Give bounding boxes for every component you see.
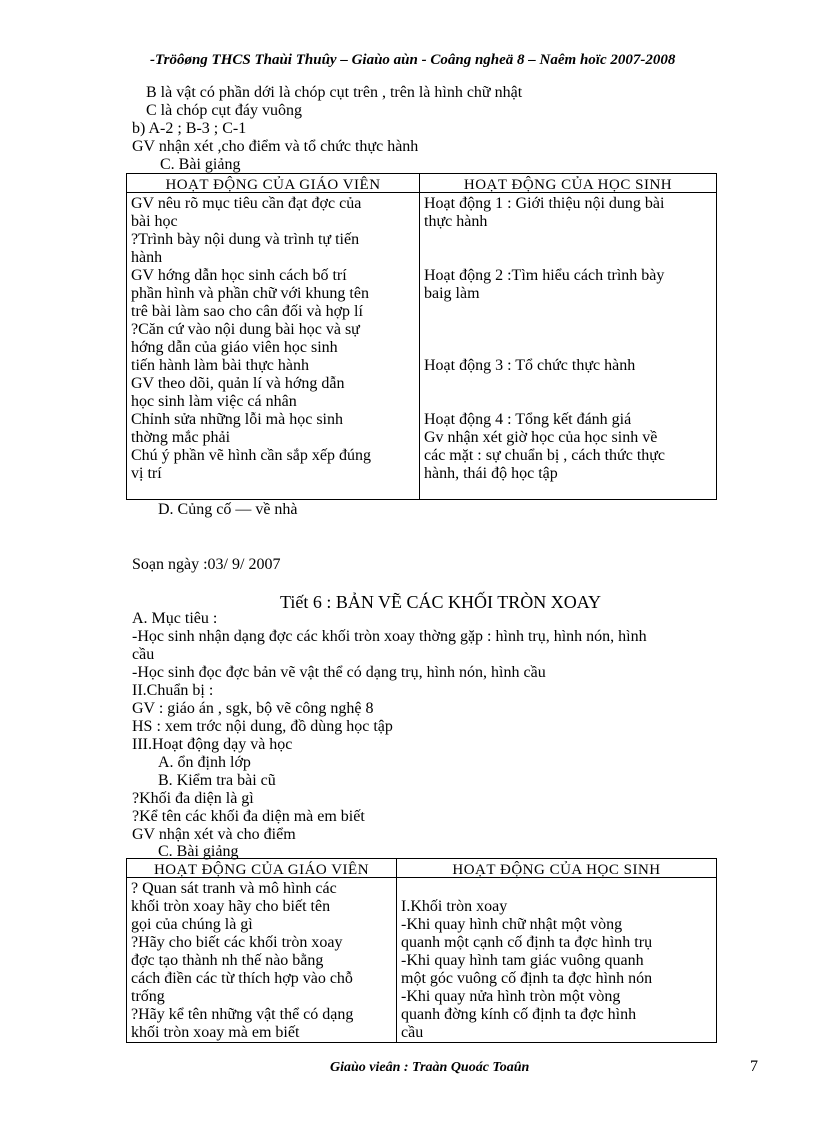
activity-table-2 xyxy=(126,858,717,1043)
teacher-column-header: HOẠT ĐỘNG CỦA GIÁO VIÊN xyxy=(127,859,397,878)
table-line: ?Hãy cho biết các khối tròn xoay xyxy=(131,934,343,951)
table-line: đợc tạo thành nh thế nào bằng xyxy=(131,952,324,969)
table-line: cách điền các từ thích hợp vào chỗ xyxy=(131,970,353,987)
table-line: Hoạt động 1 : Giới thiệu nội dung bài xyxy=(424,195,665,212)
table-line: GV hớng dẫn học sinh cách bố trí xyxy=(131,267,347,284)
intro-line: b) A-2 ; B-3 ; C-1 xyxy=(132,120,247,137)
page-number: 7 xyxy=(750,1058,758,1075)
table-line: vị trí xyxy=(131,465,162,482)
table-line: bài học xyxy=(131,213,178,230)
table-line: ? Quan sát tranh và mô hình các xyxy=(131,880,337,897)
table-line: ?Hãy kể tên những vật thể có dạng xyxy=(131,1006,354,1023)
table-line: GV nêu rõ mục tiêu cần đạt đợc của xyxy=(131,195,362,212)
table-line: phần hình và phần chữ với khung tên xyxy=(131,285,369,302)
intro-line: C là chóp cụt đáy vuông xyxy=(146,102,302,119)
table-line: quanh đờng kính cố định ta đợc hình xyxy=(401,1006,637,1023)
table-line: baig làm xyxy=(424,285,480,302)
prep-date: Soạn ngày :03/ 9/ 2007 xyxy=(132,556,281,573)
table-line: một góc vuông cố định ta đợc hình nón xyxy=(401,970,653,987)
table-line: Hoạt động 4 : Tổng kết đánh giá xyxy=(424,411,632,428)
body-line: GV : giáo án , sgk, bộ vẽ công nghệ 8 xyxy=(132,700,374,717)
student-activities-cell xyxy=(420,193,717,500)
table-line: gọi của chúng là gì xyxy=(131,916,253,933)
teacher-activities-cell xyxy=(127,193,420,500)
table-line: -Khi quay hình tam giác vuông quanh xyxy=(401,952,644,969)
student-column-header: HOẠT ĐỘNG CỦA HỌC SINH xyxy=(420,174,717,193)
table-line: GV theo dõi, quản lí và hớng dẫn xyxy=(131,375,345,392)
table-line: tiến hành làm bài thực hành xyxy=(131,357,309,374)
table-line: thờng mắc phải xyxy=(131,429,231,446)
body-line: GV nhận xét và cho điểm xyxy=(132,826,296,843)
table-line: các mặt : sự chuẩn bị , cách thức thực xyxy=(424,447,666,464)
body-line: A. Mục tiêu : xyxy=(132,610,218,627)
table-line: Chú ý phần vẽ hình cần sắp xếp đúng xyxy=(131,447,371,464)
table-line: -Khi quay hình chữ nhật một vòng xyxy=(401,916,623,933)
student-column-header: HOẠT ĐỘNG CỦA HỌC SINH xyxy=(397,859,717,878)
table-line: khối tròn xoay mà em biết xyxy=(131,1024,300,1041)
body-line: cầu xyxy=(132,646,155,663)
intro-line: B là vật có phần dới là chóp cụt trên , trên là hình chữ nhật xyxy=(146,84,523,101)
table-line: hớng dẫn của giáo viên học sinh xyxy=(131,339,338,356)
table-line: ?Căn cứ vào nội dung bài học và sự xyxy=(131,321,360,338)
student-activities-cell xyxy=(397,878,717,1043)
body-line: II.Chuẩn bị : xyxy=(132,682,214,699)
page-footer: Giaùo vieân : Traàn Quoác Toaûn xyxy=(330,1060,530,1075)
body-line: A. ổn định lớp xyxy=(158,754,251,771)
teacher-activities-cell xyxy=(127,878,397,1043)
body-line: ?Kể tên các khối đa diện mà em biết xyxy=(132,808,365,825)
table-line: ?Trình bày nội dung và trình tự tiến xyxy=(131,231,360,248)
body-line: HS : xem trớc nội dung, đồ dùng học tập xyxy=(132,718,393,735)
section-heading: D. Củng cố — về nhà xyxy=(158,501,298,518)
table-line: Hoạt động 2 :Tìm hiểu cách trình bày xyxy=(424,267,665,284)
body-line: -Học sinh nhận dạng đợc các khối tròn xoay thờng gặp : hình trụ, hình nón, hình xyxy=(132,628,647,645)
section-heading: C. Bài giảng xyxy=(158,843,239,860)
table-line: Chỉnh sửa những lỗi mà học sinh xyxy=(131,411,343,428)
body-line: III.Hoạt động dạy và học xyxy=(132,736,293,753)
lesson-title: Tiết 6 : BẢN VẼ CÁC KHỐI TRÒN XOAY xyxy=(280,592,602,612)
table-line: thực hành xyxy=(424,213,488,230)
table-line: trống xyxy=(131,988,165,1005)
table-line: học sinh làm việc cá nhân xyxy=(131,393,297,410)
table-line: Hoạt động 3 : Tổ chức thực hành xyxy=(424,357,636,374)
section-heading: C. Bài giảng xyxy=(160,156,241,173)
table-line: cầu xyxy=(401,1024,424,1041)
table-line: khối tròn xoay hãy cho biết tên xyxy=(131,898,331,915)
intro-line: GV nhận xét ,cho điểm và tổ chức thực hành xyxy=(132,138,419,155)
body-line: ?Khối đa diện là gì xyxy=(132,790,254,807)
table-line: hành, thái độ học tập xyxy=(424,465,558,482)
body-line: -Học sinh đọc đợc bản vẽ vật thể có dạng trụ, hình nón, hình cầu xyxy=(132,664,546,681)
body-line: B. Kiểm tra bài cũ xyxy=(158,772,276,789)
teacher-column-header: HOẠT ĐỘNG CỦA GIÁO VIÊN xyxy=(127,174,420,193)
table-line: Gv nhận xét giờ học của học sinh về xyxy=(424,429,658,446)
page-header: -Tröôøng THCS Thaùi Thuûy – Giaùo aùn - Coâng ngheä 8 – Naêm hoïc 2007-2008 xyxy=(150,52,676,68)
table-line: trê bài làm sao cho cân đối và hợp lí xyxy=(131,303,363,320)
table-line: I.Khối tròn xoay xyxy=(401,898,508,915)
table-line: -Khi quay nửa hình tròn một vòng xyxy=(401,988,621,1005)
table-line: hành xyxy=(131,249,163,266)
table-line: quanh một cạnh cố định ta đợc hình trụ xyxy=(401,934,653,951)
activity-table-1 xyxy=(126,173,717,500)
